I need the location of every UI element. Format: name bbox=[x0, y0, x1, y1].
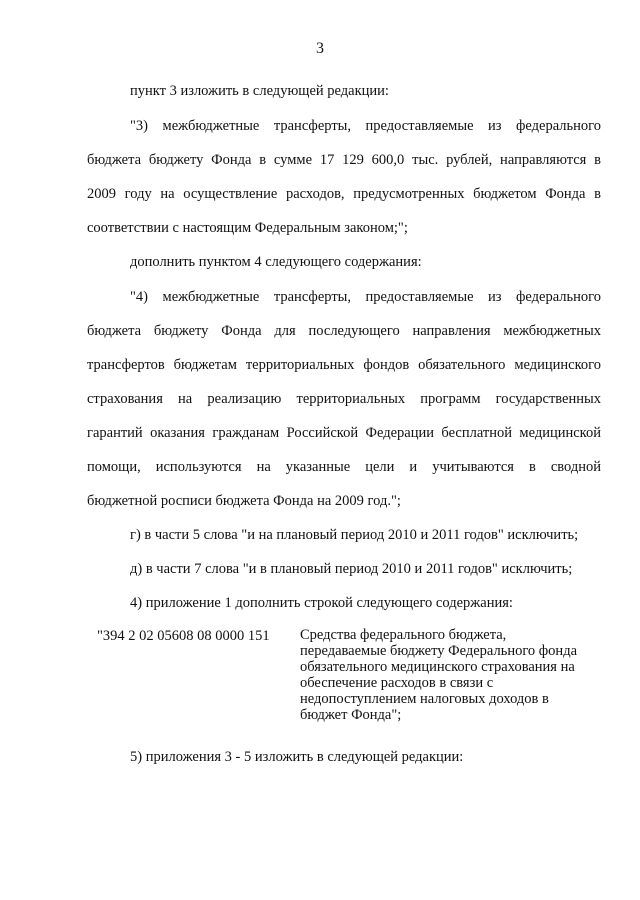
paragraph-item3-line-2: бюджета бюджету Фонда в сумме 17 129 600,0 тыс. рублей, направляются в bbox=[87, 152, 601, 168]
paragraph-part7: д) в части 7 слова "и в плановый период 2010 и 2011 годов" исключить; bbox=[130, 561, 573, 577]
paragraph-item4-line-2: бюджета бюджету Фонда для последующего направления межбюджетных bbox=[87, 323, 601, 339]
description-line: бюджет Фонда"; bbox=[300, 707, 402, 723]
description-line: обязательного медицинского страхования на bbox=[300, 659, 575, 675]
paragraph-appendix1: 4) приложение 1 дополнить строкой следующего содержания: bbox=[130, 595, 513, 611]
paragraph-appendices-3-5: 5) приложения 3 - 5 изложить в следующей редакции: bbox=[130, 749, 464, 765]
paragraph-item3-line-4: соответствии с настоящим Федеральным законом;"; bbox=[87, 220, 408, 236]
description-line: передаваемые бюджету Федерального фонда bbox=[300, 643, 578, 659]
paragraph-item4-line-6: помощи, используются на указанные цели и учитываются в сводной bbox=[87, 459, 601, 475]
table-row-description bbox=[300, 627, 600, 723]
paragraph-item4-intro: дополнить пунктом 4 следующего содержания: bbox=[130, 254, 422, 270]
paragraph-item4-line-3: трансфертов бюджетам территориальных фондов обязательного медицинского bbox=[87, 357, 601, 373]
description-line: обеспечение расходов в связи с bbox=[300, 675, 494, 691]
table-row-code: "394 2 02 05608 08 0000 151 bbox=[97, 628, 270, 644]
paragraph-item3-intro: пункт 3 изложить в следующей редакции: bbox=[130, 83, 389, 99]
description-line: Средства федерального бюджета, bbox=[300, 627, 507, 643]
paragraph-item4-line-5: гарантий оказания гражданам Российской Федерации бесплатной медицинской bbox=[87, 425, 601, 441]
paragraph-item3-line-3: 2009 году на осуществление расходов, предусмотренных бюджетом Фонда в bbox=[87, 186, 601, 202]
paragraph-item4-line-7: бюджетной росписи бюджета Фонда на 2009 год."; bbox=[87, 493, 401, 509]
paragraph-item3-line-1: "3) межбюджетные трансферты, предоставляемые из федерального bbox=[130, 118, 601, 134]
paragraph-item4-line-1: "4) межбюджетные трансферты, предоставляемые из федерального bbox=[130, 289, 601, 305]
paragraph-part5: г) в части 5 слова "и на плановый период 2010 и 2011 годов" исключить; bbox=[130, 527, 579, 543]
page-number: 3 bbox=[316, 40, 324, 57]
paragraph-item4-line-4: страхования на реализацию территориальных программ государственных bbox=[87, 391, 601, 407]
description-line: недопоступлением налоговых доходов в bbox=[300, 691, 549, 707]
